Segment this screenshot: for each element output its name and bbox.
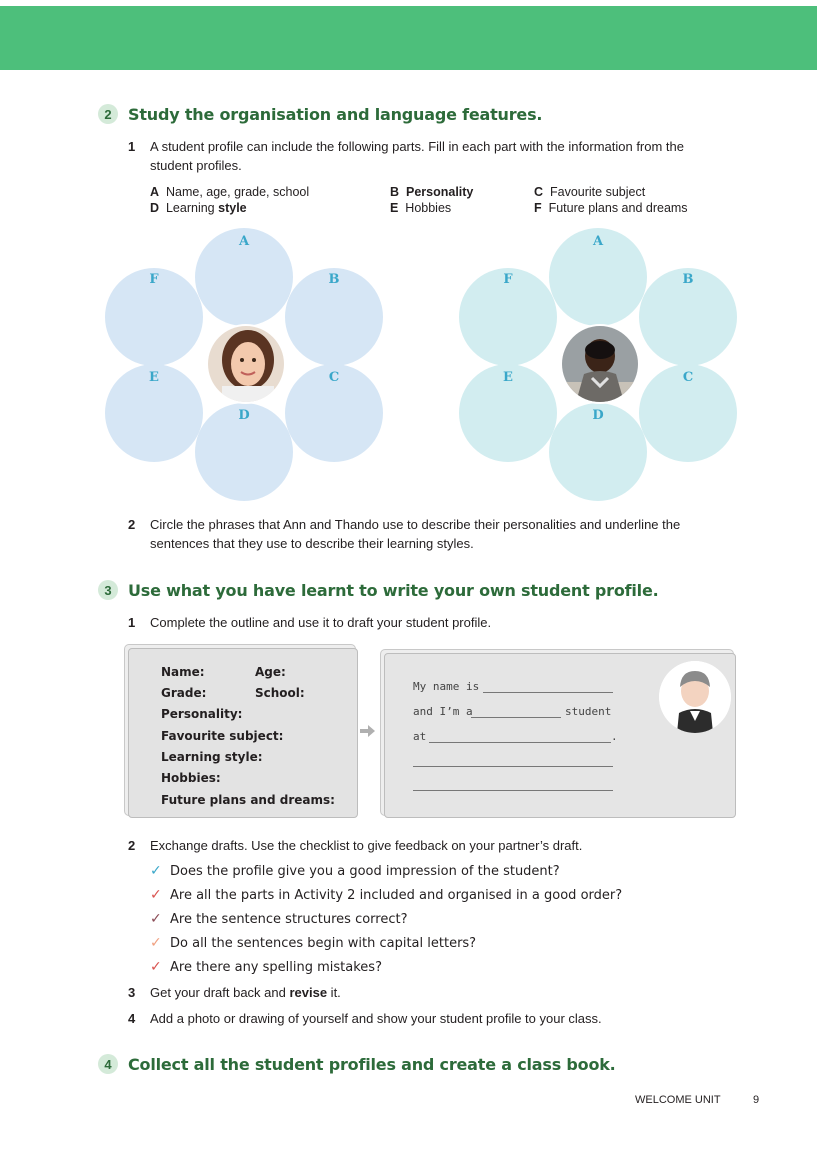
page-number: 9 [753,1094,760,1106]
item-text: Add a photo or drawing of yourself and show your student profile to your class. [150,1011,602,1026]
draft-line-3: at [413,730,427,743]
draft-card [384,653,736,818]
blank-line-5[interactable] [413,790,613,791]
petal-e[interactable]: E [459,364,557,462]
check-icon: ✓ [150,863,162,879]
parts-col-1 [150,184,309,216]
label-learning-style: Learning style: [161,750,263,764]
arrow-right-icon [360,724,376,738]
instruction-2-1 [128,137,748,175]
petal-b[interactable]: B [639,268,737,366]
header-bar [0,6,817,70]
label-school: School: [255,686,305,700]
check-icon: ✓ [150,935,162,951]
label-age: Age: [255,665,286,679]
blank-line-4[interactable] [413,766,613,767]
label-favourite-subject: Favourite subject: [161,729,284,743]
item-text: A student profile can include the following parts. Fill in each part with the information from the student profiles. [150,139,685,173]
petal-d[interactable]: D [549,403,647,501]
instruction-3-3: 3 Get your draft back and revise it. [128,985,341,1000]
instruction-3-1 [128,613,748,632]
section-2-heading [98,104,542,124]
outline-card [128,648,358,818]
petal-a[interactable]: A [549,228,647,326]
blank-name[interactable] [483,692,613,693]
girl-portrait-icon [208,326,284,402]
petal-e[interactable]: E [105,364,203,462]
section-title: Study the organisation and language features. [128,104,543,124]
instruction-2-2 [128,515,748,553]
section-title: Use what you have learnt to write your own student profile. [128,580,659,600]
parts-col-3 [534,184,688,216]
item-text: Complete the outline and use it to draft your student profile. [150,615,492,630]
draft-dot: . [611,730,618,743]
check-icon: ✓ [150,911,162,927]
part-b: B Personality [390,185,474,199]
item-number: 1 [128,615,136,630]
label-name: Name: [161,665,205,679]
petal-a[interactable]: A [195,228,293,326]
section-title: Collect all the student profiles and create a class book. [128,1054,616,1074]
section-number: 3 [98,580,118,600]
part-d: D Learning style [150,201,247,215]
avatar [659,661,731,733]
footer-unit: WELCOME UNIT [635,1094,721,1106]
flower-diagram-ann [104,228,384,503]
petal-f[interactable]: F [459,268,557,366]
check-icon: ✓ [150,959,162,975]
label-grade: Grade: [161,686,207,700]
item-number: 1 [128,139,136,154]
photo-boy [560,324,640,404]
petal-d[interactable]: D [195,403,293,501]
petal-b[interactable]: B [285,268,383,366]
petal-c[interactable]: C [639,364,737,462]
item-text: Circle the phrases that Ann and Thando use to describe their personalities and underline the sentences that they use to describe their learning styles. [150,517,681,551]
item-number: 3 [128,985,136,1000]
part-c: C Favourite subject [534,185,646,199]
label-personality: Personality: [161,707,243,721]
checklist-item[interactable]: ✓ Are all the parts in Activity 2 included and organised in a good order? [150,887,623,903]
flower-diagram-thando [458,228,738,503]
instruction-3-2 [128,836,748,855]
boy-portrait-icon [562,326,638,402]
draft-line-1: My name is [413,680,480,693]
label-future-plans: Future plans and dreams: [161,793,335,807]
checklist-item[interactable]: ✓ Are there any spelling mistakes? [150,959,382,975]
checklist-item[interactable]: ✓ Does the profile give you a good impression of the student? [150,863,560,879]
section-number: 4 [98,1054,118,1074]
item-text: Exchange drafts. Use the checklist to give feedback on your partner’s draft. [150,838,583,853]
checklist-item[interactable]: ✓ Do all the sentences begin with capital letters? [150,935,477,951]
part-a: A Name, age, grade, school [150,185,310,199]
section-4-heading [98,1054,616,1074]
draft-line-2a: and I’m a [413,705,473,718]
label-hobbies: Hobbies: [161,771,221,785]
part-e: E Hobbies [390,201,452,215]
petal-f[interactable]: F [105,268,203,366]
item-number: 4 [128,1011,136,1026]
blank-grade[interactable] [471,717,561,718]
petal-c[interactable]: C [285,364,383,462]
item-number: 2 [128,517,136,532]
student-avatar-icon [659,661,731,733]
section-number: 2 [98,104,118,124]
parts-col-2 [390,184,473,216]
check-icon: ✓ [150,887,162,903]
item-number: 2 [128,838,136,853]
photo-girl [206,324,286,404]
checklist-item[interactable]: ✓ Are the sentence structures correct? [150,911,408,927]
instruction-3-4 [128,1009,748,1028]
section-3-heading [98,580,659,600]
blank-school[interactable] [429,742,611,743]
part-f: F Future plans and dreams [534,201,688,215]
draft-line-2b: student [565,705,612,718]
